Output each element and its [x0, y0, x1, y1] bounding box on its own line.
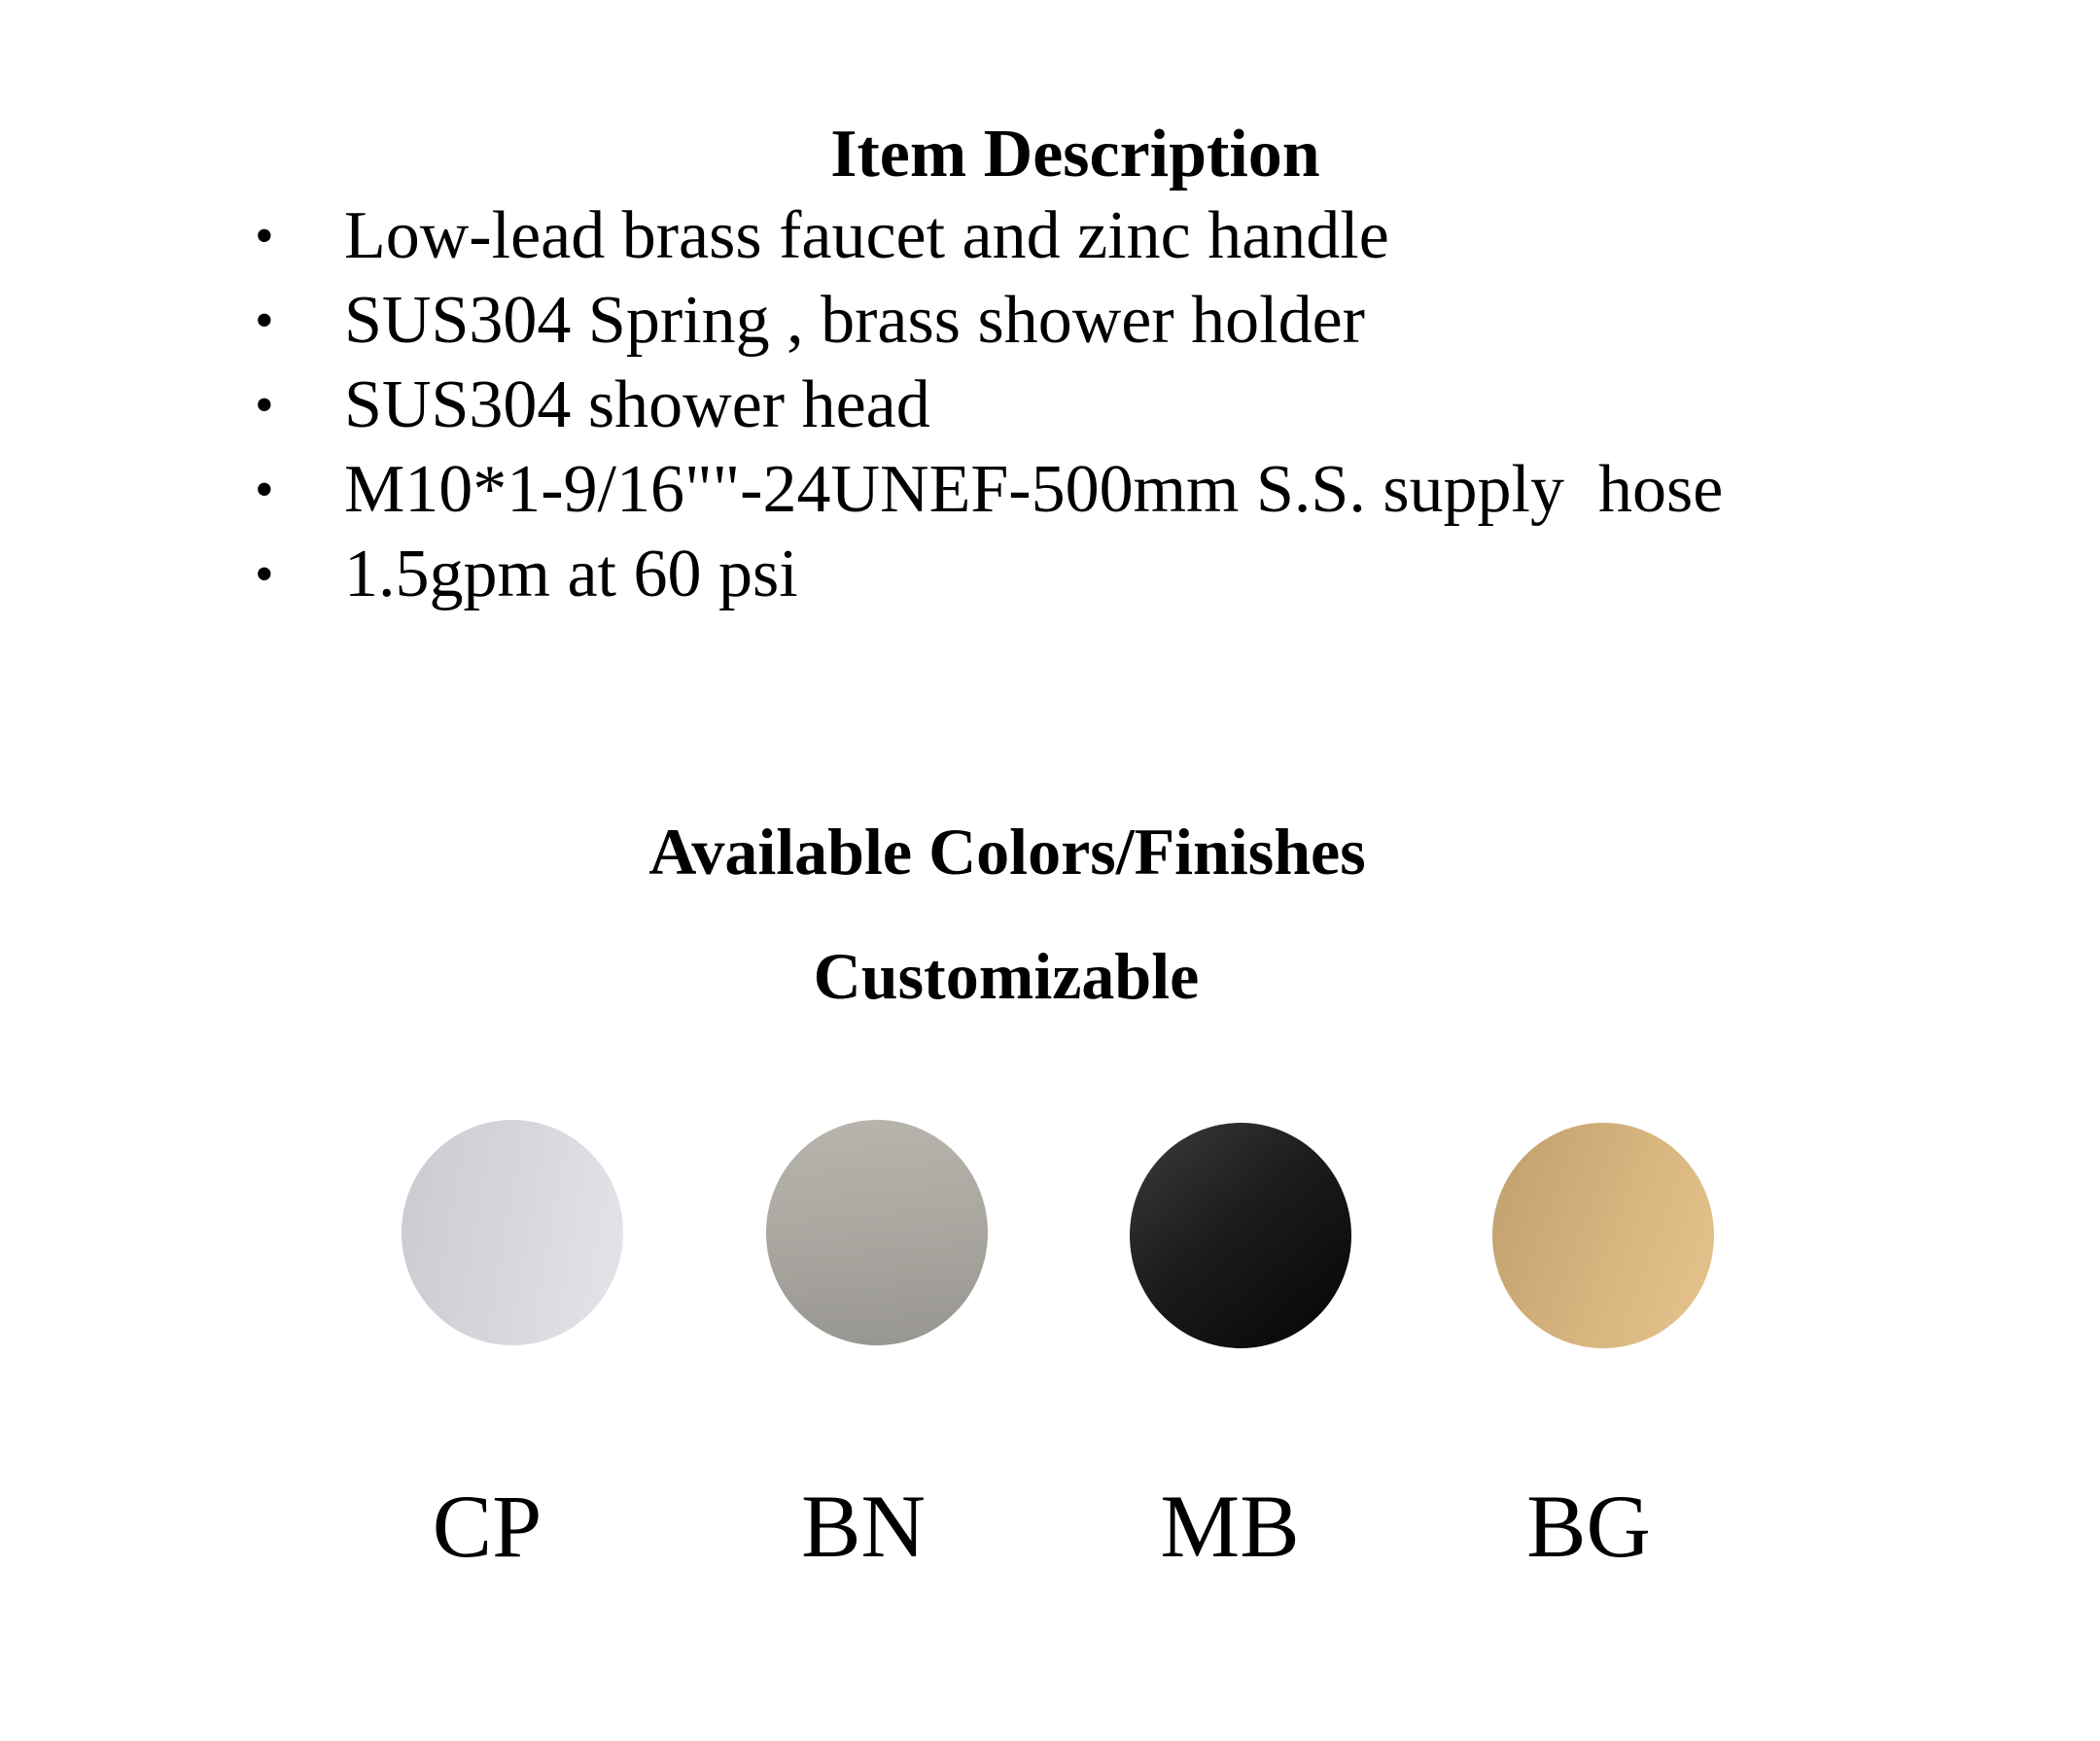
feature-item: • SUS304 Spring , brass shower holder	[255, 287, 1723, 371]
swatch-mb	[1130, 1123, 1351, 1348]
finish-label-mb: MB	[1160, 1477, 1300, 1576]
feature-item: • M10*1-9/16""-24UNEF-500mm S.S. supply hose	[255, 456, 1723, 540]
available-finishes-heading: Available Colors/Finishes	[648, 815, 1366, 888]
swatch-bn	[766, 1120, 988, 1345]
feature-item: • SUS304 shower head	[255, 371, 1723, 456]
feature-list	[255, 198, 1724, 625]
feature-item: • Low-lead brass faucet and zinc handle	[255, 202, 1723, 287]
item-description-heading: Item Description	[830, 117, 1320, 192]
finish-label-bn: BN	[801, 1477, 926, 1576]
swatch-bg	[1492, 1123, 1714, 1348]
feature-item: • 1.5gpm at 60 psi	[255, 540, 1723, 625]
finish-label-bg: BG	[1526, 1477, 1651, 1576]
finish-label-cp: CP	[432, 1477, 542, 1576]
swatch-cp	[402, 1120, 623, 1345]
customizable-heading: Customizable	[813, 939, 1200, 1013]
